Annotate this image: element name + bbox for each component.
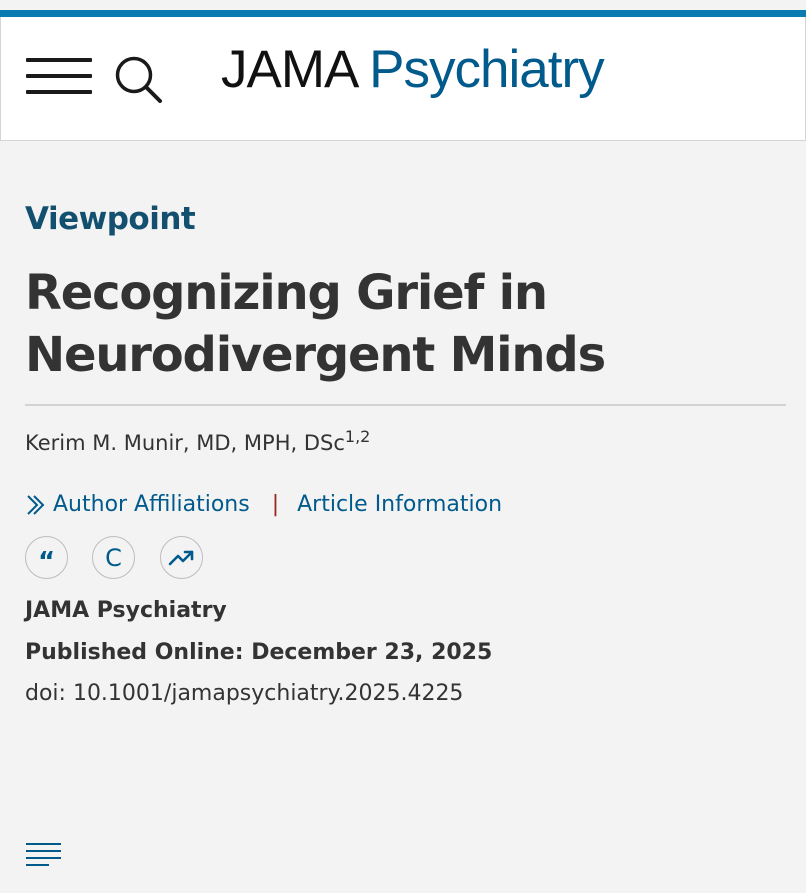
article-links (25, 488, 502, 522)
author-affiliation-markers[interactable]: 1,2 (344, 427, 371, 446)
doi: doi: 10.1001/jamapsychiatry.2025.4225 (25, 681, 464, 706)
article-title: Recognizing Grief in Neurodivergent Minds (25, 265, 605, 383)
title-divider (25, 404, 786, 406)
permissions-button[interactable] (92, 536, 135, 579)
journal-logo[interactable] (221, 40, 604, 100)
article-section-label: Viewpoint (25, 201, 196, 237)
author-name[interactable]: Kerim M. Munir, MD, MPH, DSc (25, 431, 345, 455)
top-accent-stripe (0, 10, 806, 17)
link-separator: | (271, 492, 280, 517)
search-icon (113, 54, 165, 106)
quote-icon: “ (37, 546, 56, 577)
search-button[interactable] (113, 54, 165, 106)
author-affiliations-link[interactable]: Author Affiliations (53, 492, 250, 517)
trending-up-icon (168, 548, 196, 568)
hamburger-line (26, 58, 92, 62)
cite-button[interactable] (25, 536, 68, 579)
author-byline (25, 426, 370, 460)
table-of-contents-button[interactable] (25, 841, 63, 871)
hamburger-menu-button[interactable] (26, 58, 92, 94)
table-of-contents-icon (25, 841, 63, 871)
copyright-icon: C (105, 543, 122, 572)
hamburger-line (26, 74, 92, 78)
journal-name: JAMA Psychiatry (25, 598, 227, 623)
logo-jama: JAMA (221, 40, 356, 99)
article-information-link[interactable]: Article Information (297, 492, 503, 517)
site-header (0, 17, 806, 141)
logo-psychiatry: Psychiatry (369, 40, 604, 99)
published-date: Published Online: December 23, 2025 (25, 640, 493, 665)
metrics-button[interactable] (160, 536, 203, 579)
hamburger-line (26, 90, 92, 94)
double-chevron-right-icon (25, 494, 47, 516)
